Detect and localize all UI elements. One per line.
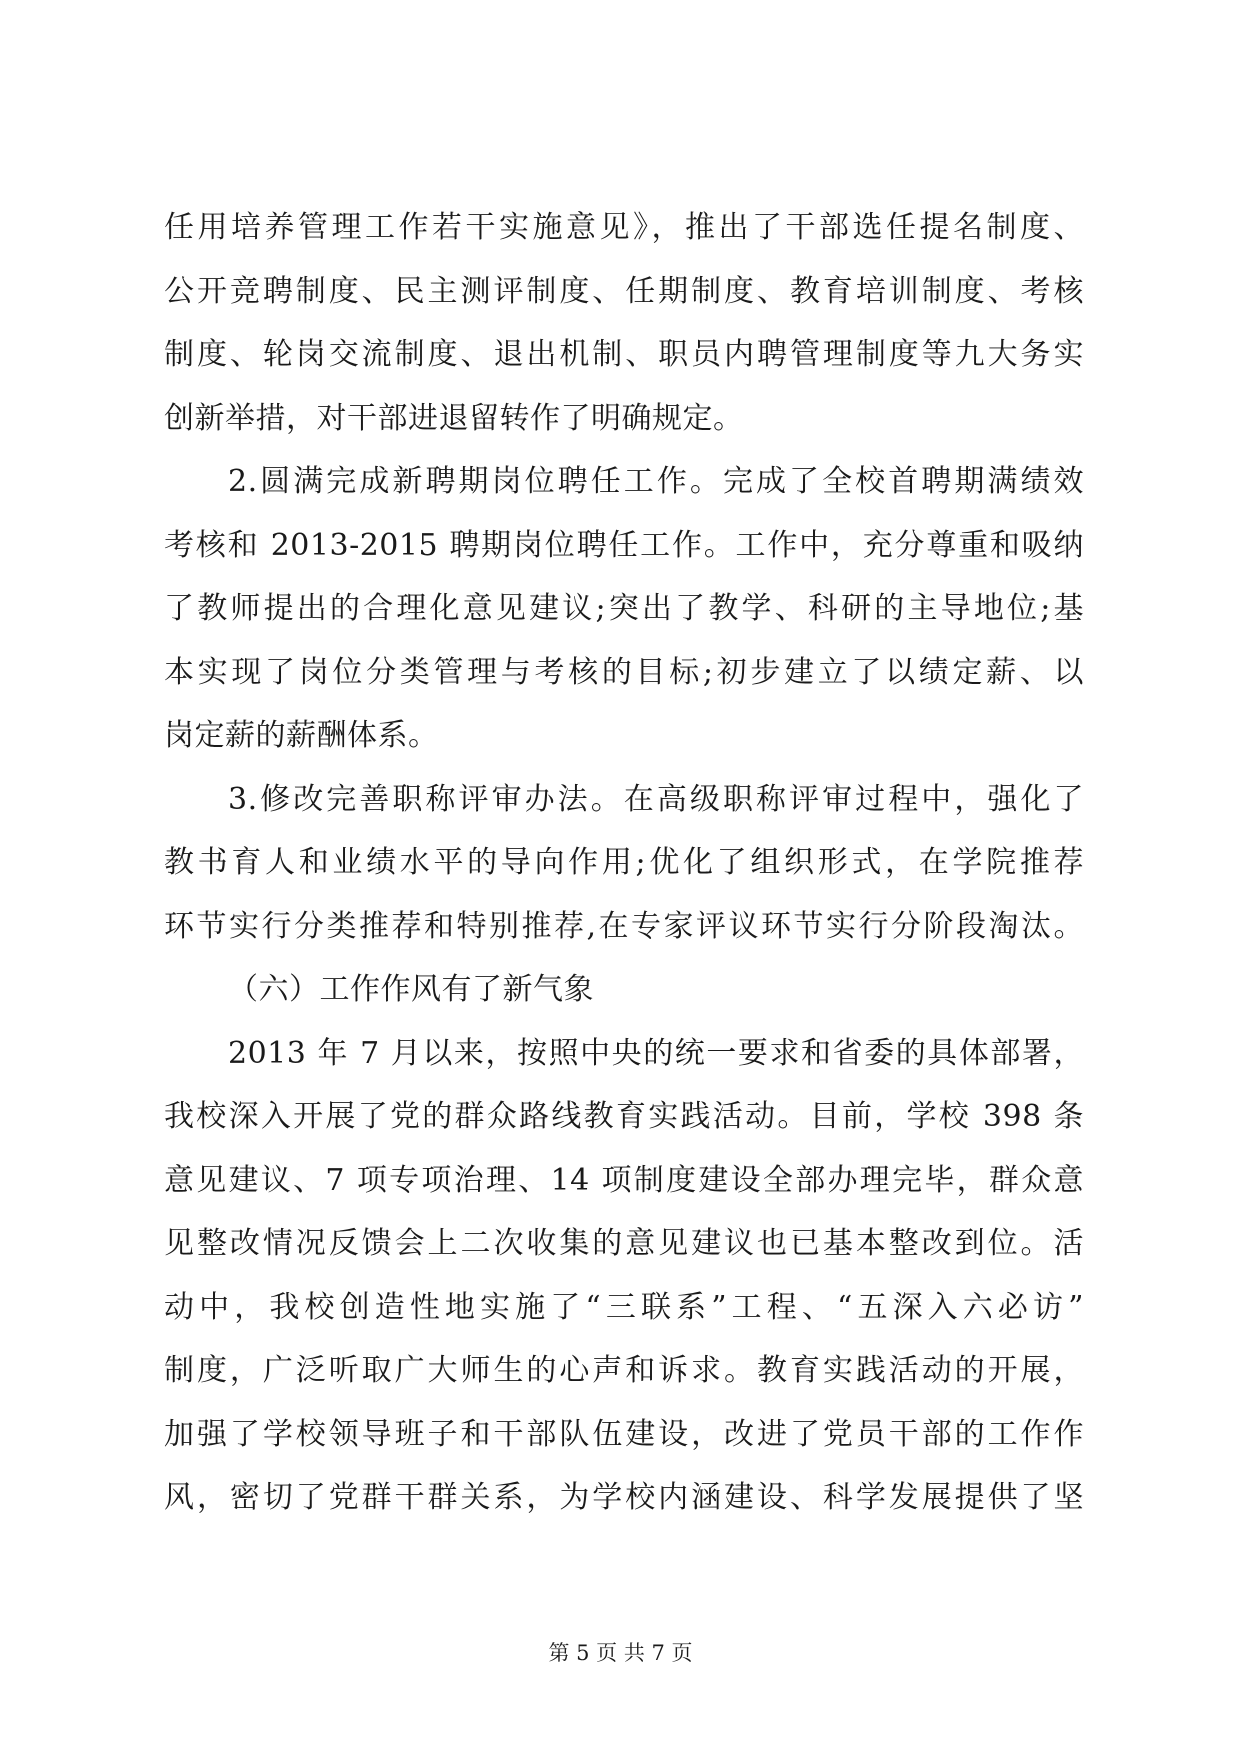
text-line: 意见建议、7 项专项治理、14 项制度建设全部办理完毕，群众意 [164,1162,1084,1198]
body-text [164,196,1084,1530]
paragraph-start-line: 2013 年 7 月以来，按照中央的统一要求和省委的具体部署， [228,1035,1084,1071]
paragraph-start-line: 3.修改完善职称评审办法。在高级职称评审过程中，强化了 [228,781,1084,817]
text-line: 任用培养管理工作若干实施意见》，推出了干部选任提名制度、 [164,210,1084,245]
paragraph-start-line: 2.圆满完成新聘期岗位聘任工作。完成了全校首聘期满绩效 [228,464,1084,499]
text-line: 动中，我校创造性地实施了“三联系”工程、“五深入六必访” [164,1289,1084,1325]
text-line: 创新举措，对干部进退留转作了明确规定。 [164,400,744,436]
text-line: 环节实行分类推荐和特别推荐,在专家评议环节实行分阶段淘汰。 [164,908,1084,944]
text-line: 见整改情况反馈会上二次收集的意见建议也已基本整改到位。活 [164,1226,1084,1261]
text-line: 我校深入开展了党的群众路线教育实践活动。目前，学校 398 条 [164,1099,1084,1134]
text-line: 本实现了岗位分类管理与考核的目标;初步建立了以绩定薪、以 [164,654,1084,690]
text-line: 公开竞聘制度、民主测评制度、任期制度、教育培训制度、考核 [164,273,1084,309]
text-line: 了教师提出的合理化意见建议;突出了教学、科研的主导地位;基 [164,591,1084,626]
text-line: 制度，广泛听取广大师生的心声和诉求。教育实践活动的开展， [164,1353,1084,1388]
section-heading: （六）工作作风有了新气象 [228,972,594,1007]
text-line: 考核和 2013-2015 聘期岗位聘任工作。工作中，充分尊重和吸纳 [164,527,1084,563]
page-footer [0,1638,1241,1668]
text-line: 加强了学校领导班子和干部队伍建设，改进了党员干部的工作作 [164,1416,1084,1452]
text-line: 岗定薪的薪酬体系。 [164,718,439,753]
text-line: 制度、轮岗交流制度、退出机制、职员内聘管理制度等九大务实 [164,337,1084,372]
text-line: 教书育人和业绩水平的导向作用;优化了组织形式，在学院推荐 [164,845,1084,880]
text-line: 风，密切了党群干群关系，为学校内涵建设、科学发展提供了坚 [164,1480,1084,1515]
page-number: 第 5 页 共 7 页 [548,1641,693,1665]
